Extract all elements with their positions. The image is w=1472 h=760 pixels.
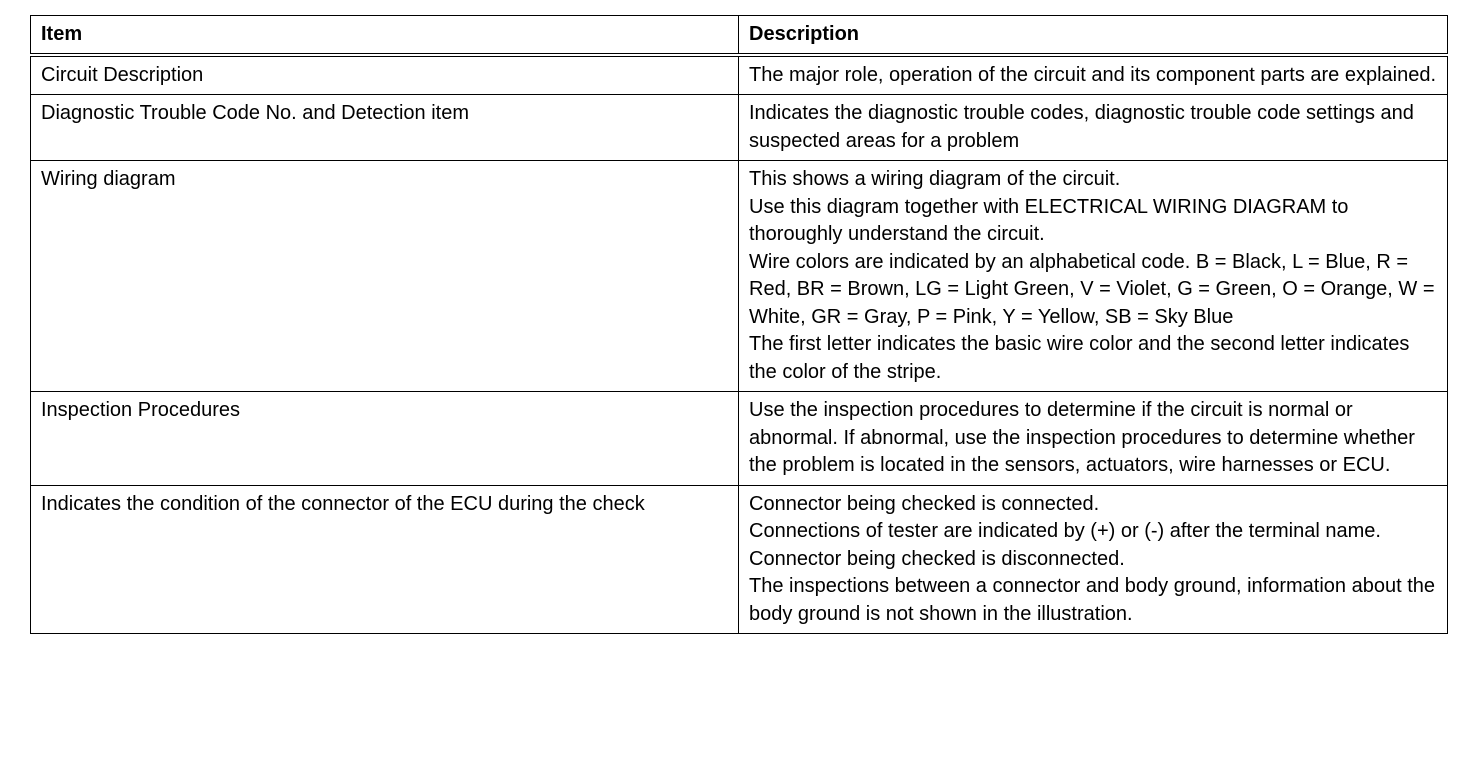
description-line: The major role, operation of the circuit and its component parts are explained. [749,63,1437,86]
description-cell [739,392,1448,486]
table-row [31,485,1448,634]
description-line: Use the inspection procedures to determine if the circuit is normal or abnormal. If abnormal, use the inspection procedures to determine whether the problem is located in the sensors, actuators, wire harnesses or ECU. [749,399,1415,476]
description-line: Use this diagram together with ELECTRICAL WIRING DIAGRAM to thoroughly understand the circuit. [749,195,1349,245]
item-cell: Circuit Description [31,55,739,95]
item-cell: Wiring diagram [31,161,739,392]
table-row [31,392,1448,486]
description-line: Connector being checked is connected. [749,492,1100,515]
description-cell [739,485,1448,634]
description-line: Connector being checked is disconnected. [749,547,1125,570]
reference-table [30,15,1448,634]
description-line: Wire colors are indicated by an alphabetical code. B = Black, L = Blue, R = Red, BR = Brown, LG = Light Green, V = Violet, G = Green, O = Orange, W = White, GR = Gray, P = Pink, Y = Yellow, SB = Sky Blue [749,250,1435,328]
description-line: This shows a wiring diagram of the circuit. [749,168,1121,190]
item-cell: Indicates the condition of the connector of the ECU during the check [31,485,739,634]
description-line: Indicates the diagnostic trouble codes, diagnostic trouble code settings and suspected areas for a problem [749,102,1414,152]
table-row [31,55,1448,95]
description-cell [739,161,1448,392]
table-header [31,16,1448,55]
header-item: Item [31,16,739,55]
table-body [31,55,1448,634]
table-row [31,95,1448,161]
item-cell: Inspection Procedures [31,392,739,486]
description-cell [739,95,1448,161]
description-line: The inspections between a connector and body ground, information about the body ground is not shown in the illustration. [749,575,1436,625]
description-cell [739,55,1448,95]
description-line: The first letter indicates the basic wire color and the second letter indicates the color of the stripe. [749,333,1410,383]
header-description: Description [739,16,1448,55]
table-row [31,161,1448,392]
header-row [31,16,1448,55]
description-line: Connections of tester are indicated by (+) or (-) after the terminal name. [749,520,1381,542]
item-cell: Diagnostic Trouble Code No. and Detection item [31,95,739,161]
